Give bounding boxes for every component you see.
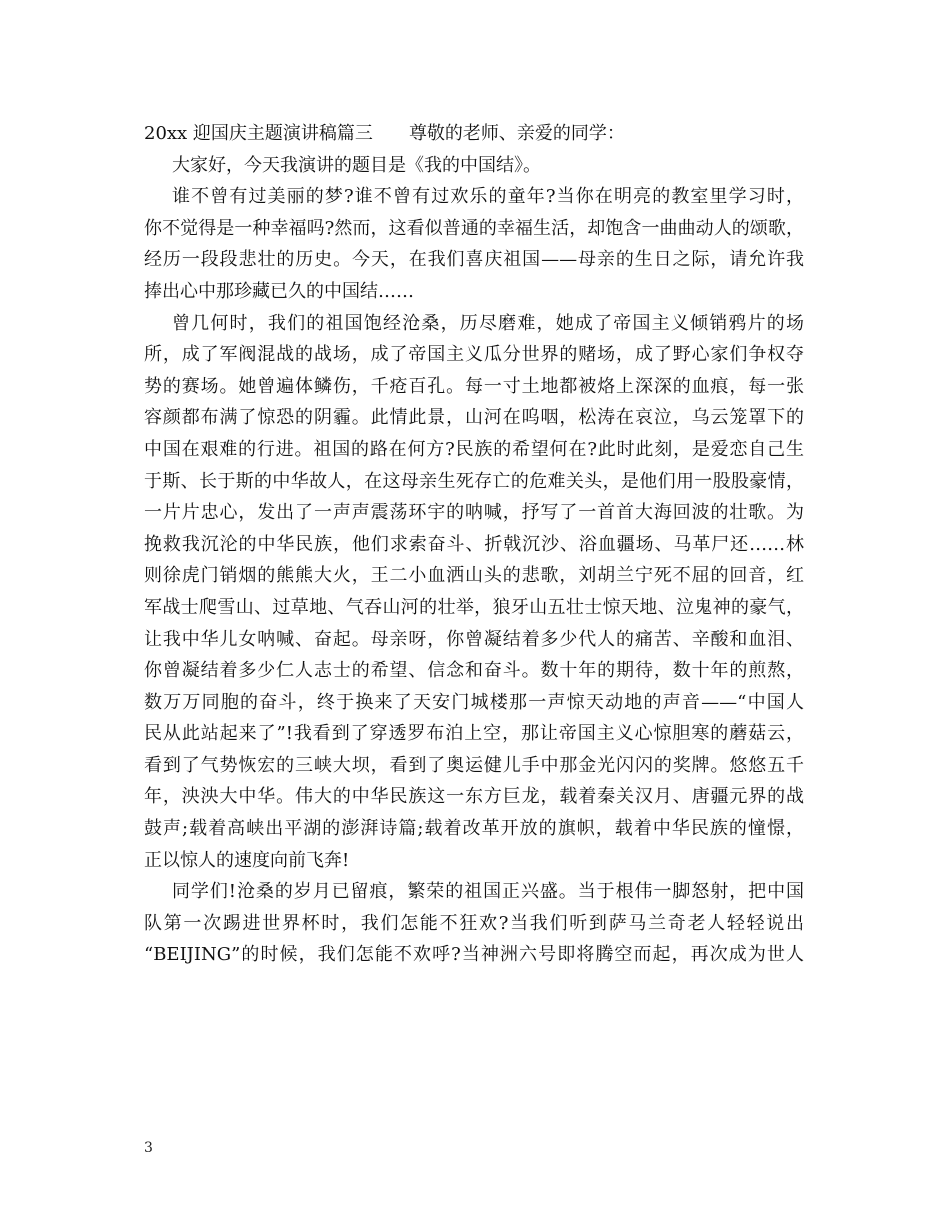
paragraph: [144, 150, 804, 182]
text-line: 于斯、长于斯的中华故人，在这母亲生死存亡的危难关头，是他们用一股股豪情，: [144, 470, 804, 492]
paragraph: [144, 308, 804, 877]
text-line: 数万万同胞的奋斗，终于换来了天安门城楼那一声惊天动地的声音——“中国人: [144, 691, 804, 713]
text-line: 挽救我沉沦的中华民族，他们求索奋斗、折戟沉沙、浴血疆场、马革尸还……林: [144, 533, 804, 555]
text-line: “BEIJING”的时候，我们怎能不欢呼?当神洲六号即将腾空而起，再次成为世人: [144, 944, 804, 966]
text-line: 你不觉得是一种幸福吗?然而，这看似普通的幸福生活，却饱含一曲曲动人的颂歌，: [144, 217, 804, 239]
text-line: 经历一段段悲壮的历史。今天，在我们喜庆祖国——母亲的生日之际，请允许我: [144, 249, 804, 271]
speech-title: 20xx 迎国庆主题演讲稿篇三: [144, 123, 373, 144]
text-line: 大家好，今天我演讲的题目是《我的中国结》。: [172, 154, 541, 176]
text-line: 看到了气势恢宏的三峡大坝，看到了奥运健儿手中那金光闪闪的奖牌。悠悠五千: [144, 754, 804, 776]
text-line: 你曾凝结着多少仁人志士的希望、信念和奋斗。数十年的期待，数十年的煎熬，: [144, 660, 804, 682]
paragraph: [144, 876, 804, 971]
text-line: 容颜都布满了惊恐的阴霾。此情此景，山河在呜咽，松涛在哀泣，乌云笼罩下的: [144, 407, 804, 429]
text-line: 年，泱泱大中华。伟大的中华民族这一东方巨龙，载着秦关汉月、唐疆元界的战: [144, 786, 804, 808]
text-line: 势的赛场。她曾遍体鳞伤，千疮百孔。每一寸土地都被烙上深深的血痕，每一张: [144, 375, 804, 397]
paragraph: [144, 181, 804, 307]
text-line: 队第一次踢进世界杯时，我们怎能不狂欢?当我们听到萨马兰奇老人轻轻说出: [144, 912, 804, 934]
text-line: 军战士爬雪山、过草地、气吞山河的壮举，狼牙山五壮士惊天地、泣鬼神的豪气，: [144, 596, 804, 618]
text-line: 同学们!沧桑的岁月已留痕，繁荣的祖国正兴盛。当于根伟一脚怒射，把中国: [172, 881, 804, 903]
text-line: 所，成了军阀混战的战场，成了帝国主义瓜分世界的赌场，成了野心家们争权夺: [144, 344, 804, 366]
text-line: 鼓声;载着高峡出平湖的澎湃诗篇;载着改革开放的旗帜，载着中华民族的憧憬，: [144, 818, 804, 840]
speech-greeting: 尊敬的老师、亲爱的同学：: [408, 123, 625, 144]
text-line: 捧出心中那珍藏已久的中国结……: [144, 280, 414, 302]
heading-line: [144, 118, 804, 150]
text-line: 正以惊人的速度向前飞奔!: [144, 849, 350, 871]
text-line: 一片片忠心，发出了一声声震荡环宇的呐喊，抒写了一首首大海回波的壮歌。为: [144, 502, 804, 524]
text-line: 则徐虎门销烟的熊熊大火，王二小血洒山头的悲歌，刘胡兰宁死不屈的回音，红: [144, 565, 804, 587]
document-body: [144, 118, 804, 971]
text-line: 谁不曾有过美丽的梦?谁不曾有过欢乐的童年?当你在明亮的教室里学习时，: [172, 186, 804, 208]
text-line: 民从此站起来了”!我看到了穿透罗布泊上空，那让帝国主义心惊胆寒的蘑菇云，: [144, 723, 804, 745]
text-line: 让我中华儿女呐喊、奋起。母亲呀，你曾凝结着多少代人的痛苦、辛酸和血泪、: [144, 628, 804, 650]
text-line: 中国在艰难的行进。祖国的路在何方?民族的希望何在?此时此刻，是爱恋自己生: [144, 438, 804, 460]
text-line: 曾几何时，我们的祖国饱经沧桑，历尽磨难，她成了帝国主义倾销鸦片的场: [172, 312, 804, 334]
page-number: 3: [144, 1140, 153, 1156]
